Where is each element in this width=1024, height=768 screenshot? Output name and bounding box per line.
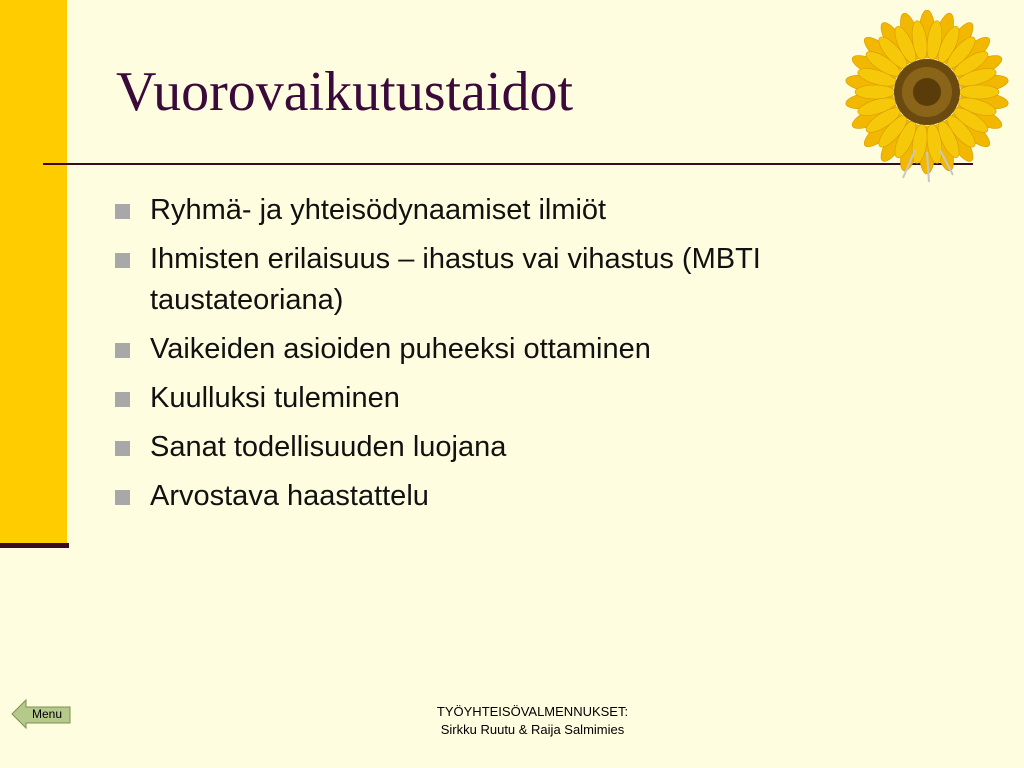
bullet-text: Ihmisten erilaisuus – ihastus vai vihastus (MBTI taustateoriana) xyxy=(150,243,761,316)
bullet-item xyxy=(113,239,913,321)
bullet-text: Arvostava haastattelu xyxy=(150,480,429,512)
bullet-text: Ryhmä- ja yhteisödynaamiset ilmiöt xyxy=(150,194,607,226)
side-accent-bar-base xyxy=(0,543,69,548)
sunflower-petal xyxy=(959,85,999,99)
bullet-list xyxy=(113,190,913,525)
bullet-item xyxy=(113,476,913,517)
bullet-text: Vaikeiden asioiden puheeksi ottaminen xyxy=(150,333,651,365)
menu-button[interactable] xyxy=(10,697,72,731)
bullet-item xyxy=(113,427,913,468)
square-bullet-icon xyxy=(115,392,130,407)
sunflower-petal xyxy=(855,85,895,99)
sunflower-icon xyxy=(845,10,1010,185)
square-bullet-icon xyxy=(115,253,130,268)
bullet-text: Kuulluksi tuleminen xyxy=(150,382,400,414)
slide-title: Vuorovaikutustaidot xyxy=(116,61,574,123)
square-bullet-icon xyxy=(115,204,130,219)
footer-credits xyxy=(400,703,665,739)
bullet-text: Sanat todellisuuden luojana xyxy=(150,431,507,463)
square-bullet-icon xyxy=(115,343,130,358)
square-bullet-icon xyxy=(115,490,130,505)
sunflower-center-core xyxy=(913,78,941,106)
menu-button-label: Menu xyxy=(31,707,63,721)
title-divider xyxy=(43,163,973,165)
side-accent-bar xyxy=(0,0,67,545)
bullet-item xyxy=(113,190,913,231)
footer-line-2: Sirkku Ruutu & Raija Salmimies xyxy=(440,722,625,737)
footer-line-1: TYÖYHTEISÖVALMENNUKSET: xyxy=(436,704,629,719)
square-bullet-icon xyxy=(115,441,130,456)
bullet-item xyxy=(113,329,913,370)
bullet-item xyxy=(113,378,913,419)
